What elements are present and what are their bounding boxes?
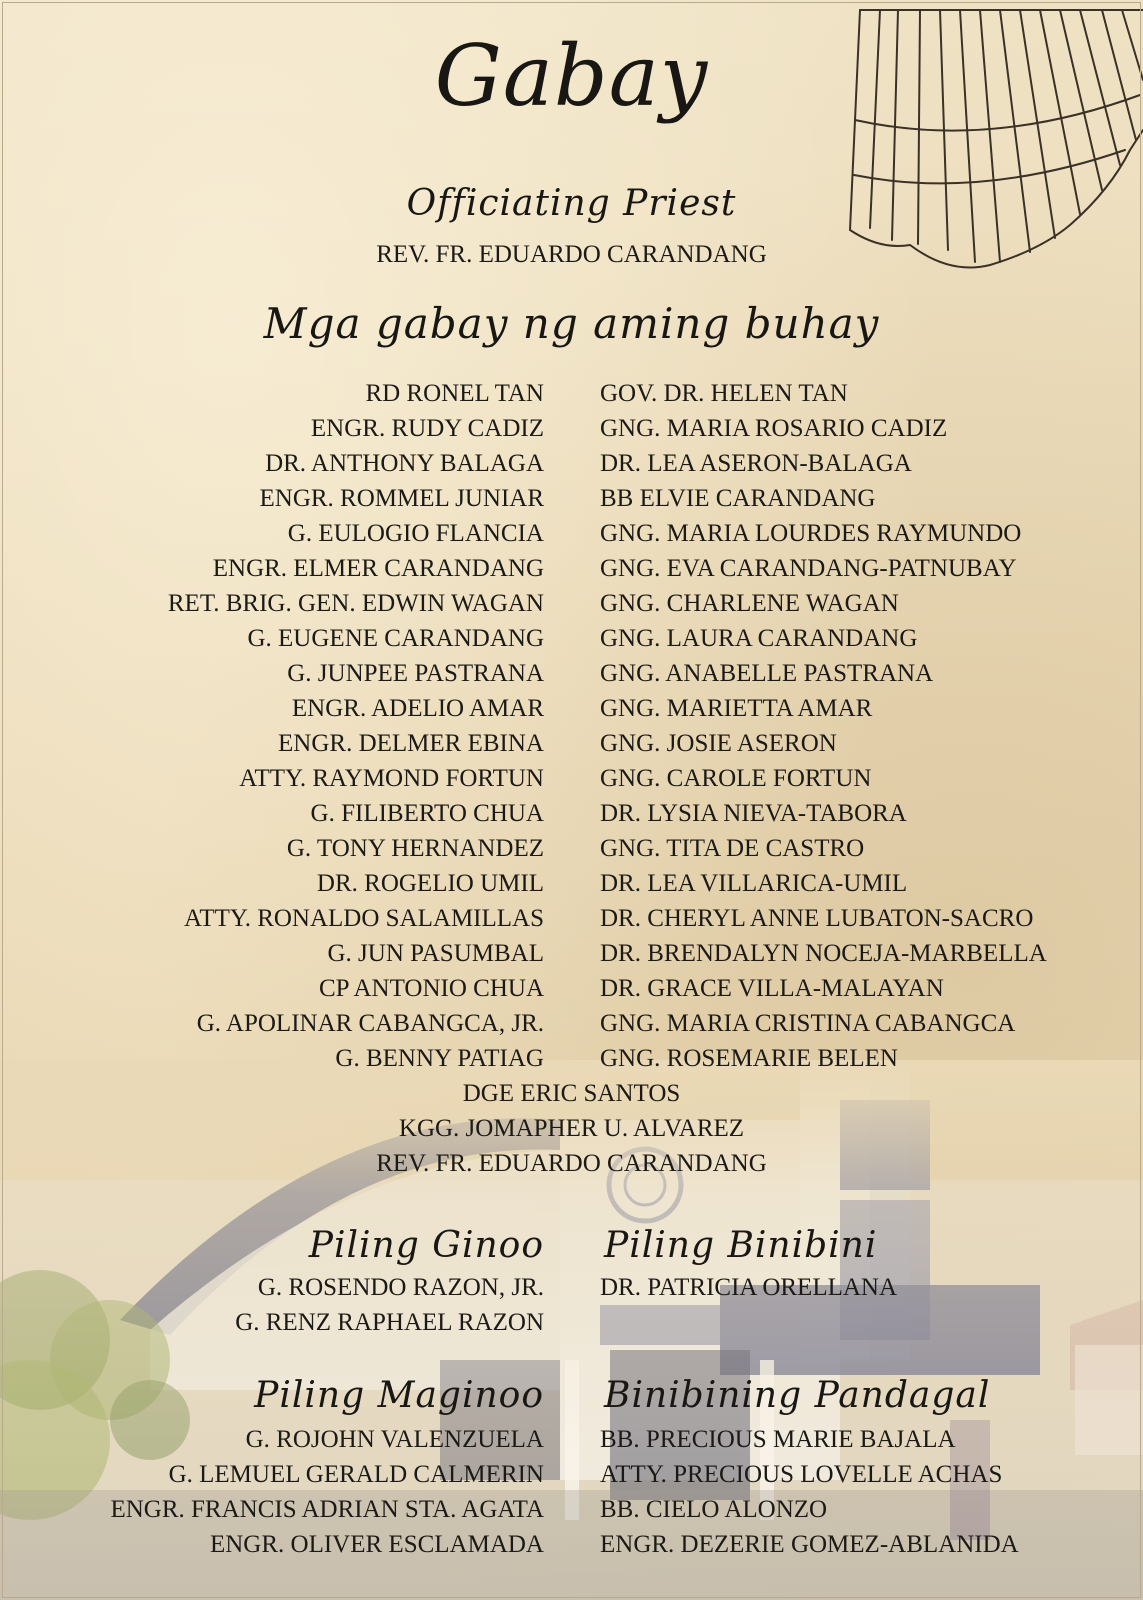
sponsor-row [0,761,1143,796]
sponsor-left: DR. ROGELIO UMIL [316,870,544,897]
sponsor-row [0,516,1143,551]
sponsor-row [0,831,1143,866]
bridesmaid-name: ATTY. PRECIOUS LOVELLE ACHAS [600,1461,1003,1488]
sponsor-row [0,481,1143,516]
groomsman-name: G. LEMUEL GERALD CALMERIN [168,1461,544,1488]
sponsor-right: GNG. TITA DE CASTRO [600,835,865,862]
bridesmaid-name: BB. PRECIOUS MARIE BAJALA [600,1426,956,1453]
sponsor-row [0,691,1143,726]
officiating-priest-name: REV. FR. EDUARDO CARANDANG [376,241,767,268]
entourage-row [0,1422,1143,1457]
sponsor-right: DR. LYSIA NIEVA-TABORA [600,800,907,827]
entourage-row [0,1527,1143,1562]
sponsor-right: GNG. ROSEMARIE BELEN [600,1045,898,1072]
sponsor-left: G. FILIBERTO CHUA [310,800,544,827]
best-man-name: G. ROSENDO RAZON, JR. [257,1274,544,1301]
sponsor-single: REV. FR. EDUARDO CARANDANG [376,1150,767,1177]
groomsmen-heading: Piling Maginoo [254,1375,544,1416]
sponsor-right: GNG. CHARLENE WAGAN [600,590,899,617]
sponsor-left: ATTY. RAYMOND FORTUN [239,765,544,792]
sponsor-right: DR. CHERYL ANNE LUBATON-SACRO [600,905,1034,932]
best-man-heading: Piling Ginoo [308,1225,544,1266]
title: Gabay [434,27,709,125]
sponsor-left: ENGR. RUDY CADIZ [310,415,544,442]
sponsor-row [0,551,1143,586]
sponsor-right: DR. GRACE VILLA-MALAYAN [600,975,944,1002]
honor-row [0,1305,1143,1340]
sponsor-right: DR. LEA ASERON-BALAGA [600,450,912,477]
sponsor-row [0,586,1143,621]
sponsor-left: RD RONEL TAN [365,380,544,407]
sponsor-right: GNG. MARIA ROSARIO CADIZ [600,415,948,442]
sponsor-right: GNG. JOSIE ASERON [600,730,837,757]
sponsor-left: ENGR. ELMER CARANDANG [212,555,544,582]
sponsor-row [0,901,1143,936]
sponsor-row [0,1041,1143,1076]
sponsor-left: G. APOLINAR CABANGCA, JR. [196,1010,544,1037]
groomsman-name: ENGR. FRANCIS ADRIAN STA. AGATA [110,1496,544,1523]
sponsor-single: KGG. JOMAPHER U. ALVAREZ [398,1115,745,1142]
sponsor-left: G. EULOGIO FLANCIA [287,520,544,547]
sponsor-row [0,726,1143,761]
sponsor-right: GNG. EVA CARANDANG-PATNUBAY [600,555,1017,582]
sponsor-single: DGE ERIC SANTOS [462,1080,681,1107]
sponsor-right: DR. BRENDALYN NOCEJA-MARBELLA [600,940,1047,967]
sponsor-right: GNG. MARIA CRISTINA CABANGCA [600,1010,1016,1037]
sponsor-left: G. JUN PASUMBAL [327,940,544,967]
sponsor-left: G. EUGENE CARANDANG [247,625,544,652]
sponsor-right: GNG. CAROLE FORTUN [600,765,872,792]
sponsor-row [0,656,1143,691]
sponsor-right: GNG. MARIETTA AMAR [600,695,873,722]
entourage-row [0,1492,1143,1527]
sponsor-right: GOV. DR. HELEN TAN [600,380,848,407]
groomsman-name: ENGR. OLIVER ESCLAMADA [209,1531,544,1558]
honor-row [0,1270,1143,1305]
sponsor-right: GNG. ANABELLE PASTRANA [600,660,934,687]
sponsor-left: G. JUNPEE PASTRANA [287,660,544,687]
sponsor-left: ENGR. DELMER EBINA [278,730,544,757]
sponsor-left: ATTY. RONALDO SALAMILLAS [184,905,544,932]
groomsman-name: G. ROJOHN VALENZUELA [245,1426,544,1453]
sponsor-row [0,866,1143,901]
bridesmaid-name: BB. CIELO ALONZO [600,1496,828,1523]
officiating-heading: Officiating Priest [406,183,737,224]
sponsor-left: ENGR. ROMMEL JUNIAR [259,485,544,512]
sponsor-row [0,446,1143,481]
sponsor-left: CP ANTONIO CHUA [318,975,544,1002]
entourage-row [0,1457,1143,1492]
sponsor-row [0,411,1143,446]
sponsor-row [0,1006,1143,1041]
sponsor-row [0,936,1143,971]
bridesmaids-heading: Binibining Pandagal [604,1375,991,1416]
sponsor-left: G. BENNY PATIAG [335,1045,544,1072]
sponsor-right: DR. LEA VILLARICA-UMIL [600,870,908,897]
sponsor-row [0,971,1143,1006]
sponsors-heading: Mga gabay ng aming buhay [263,299,880,348]
sponsor-row [0,796,1143,831]
maid-of-honor-heading: Piling Binibini [604,1225,878,1266]
best-man-name: G. RENZ RAPHAEL RAZON [235,1309,544,1336]
sponsor-right: GNG. LAURA CARANDANG [600,625,918,652]
sponsor-row [0,621,1143,656]
sponsor-row [0,376,1143,411]
sponsor-right: BB ELVIE CARANDANG [600,485,876,512]
maid-of-honor-name: DR. PATRICIA ORELLANA [600,1274,898,1301]
sponsor-right: GNG. MARIA LOURDES RAYMUNDO [600,520,1022,547]
bridesmaid-name: ENGR. DEZERIE GOMEZ-ABLANIDA [600,1531,1019,1558]
sponsor-left: DR. ANTHONY BALAGA [265,450,544,477]
sponsor-left: RET. BRIG. GEN. EDWIN WAGAN [167,590,544,617]
sponsor-left: G. TONY HERNANDEZ [286,835,544,862]
sponsor-left: ENGR. ADELIO AMAR [291,695,544,722]
